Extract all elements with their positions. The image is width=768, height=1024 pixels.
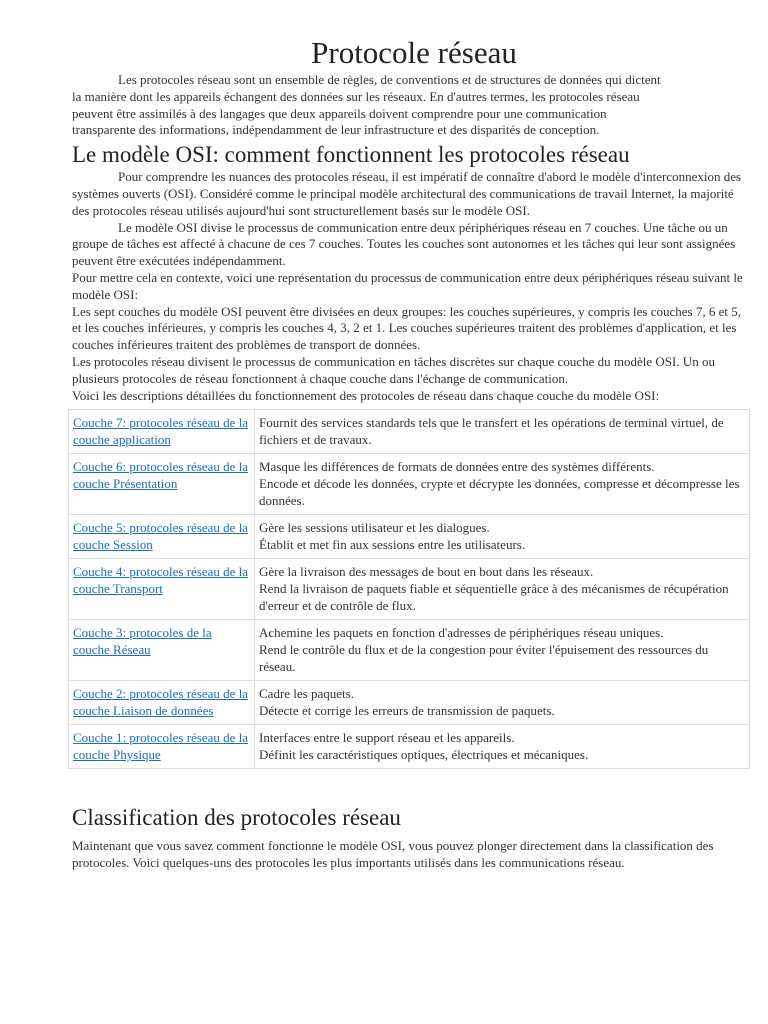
layer-link[interactable]: Couche 4: protocoles réseau de la couche Transport [73,564,249,597]
table-row [69,515,750,559]
layer-cell [69,454,255,515]
layer-link[interactable]: Couche 3: protocoles de la couche Réseau [73,625,212,658]
layer-description-cell [255,454,750,515]
table-row [69,681,750,725]
layer-description-cell [255,559,750,620]
layer-description-line: Détecte et corrige les erreurs de transmission de paquets. [259,703,555,719]
osi-paragraph-2: Le modèle OSI divise le processus de communication entre deux périphériques réseau en 7 couches. Une tâche ou un groupe de tâches est affecté à chacune de ces 7 couches. Toutes les couches sont autonomes et les tâches qui leur sont assignées peuvent être exécutées indépendamment. [72,219,736,269]
classification-heading: Classification des protocoles réseau [72,805,401,831]
intro-paragraph: Les protocoles réseau sont un ensemble de règles, de conventions et de structures de données qui dictent la manière dont les appareils échangent des données sur les réseaux. En d'autres termes, les protocoles réseau peuvent être assimilés à des langages que deux appareils doivent comprendre pour une communication transparente des informations, indépendamment de leur infrastructure et des disparités de conception. [72,72,661,138]
layer-cell [69,681,255,725]
layer-description-line: Établit et met fin aux sessions entre les utilisateurs. [259,537,526,553]
layer-description-cell [255,515,750,559]
table-row [69,620,750,681]
osi-paragraph-4: Les sept couches du modèle OSI peuvent être divisées en deux groupes: les couches supérieures, y compris les couches 7, 6 et 5, et les couches inférieures, y compris les couches 4, 3, 2 et 1. Les couches supérieures traitent des problèmes d'application, et les couches inférieures traitent des problèmes de transport de données. [72,303,741,353]
layer-description-line: Interfaces entre le support réseau et les appareils. [259,730,515,746]
table-row [69,410,750,454]
layer-cell [69,620,255,681]
layer-cell [69,725,255,769]
osi-paragraph-6: Voici les descriptions détaillées du fonctionnement des protocoles de réseau dans chaque couche du modèle OSI: [72,387,660,403]
layer-cell [69,559,255,620]
osi-section-heading: Le modèle OSI: comment fonctionnent les protocoles réseau [72,142,630,168]
layer-description-cell [255,681,750,725]
table-row [69,559,750,620]
layer-cell [69,515,255,559]
layer-description-line: Cadre les paquets. [259,686,354,702]
table-row [69,454,750,515]
layer-description-line: Gère les sessions utilisateur et les dialogues. [259,520,490,536]
classification-paragraph: Maintenant que vous savez comment fonctionne le modèle OSI, vous pouvez plonger directement dans la classification des protocoles. Voici quelques-uns des protocoles les plus importants utilisés dans les communications réseau. [72,838,714,871]
osi-paragraph-3: Pour mettre cela en contexte, voici une représentation du processus de communication entre deux périphériques réseau suivant le modèle OSI: [72,269,743,302]
table-row [69,725,750,769]
document-page [72,34,752,872]
layer-link[interactable]: Couche 7: protocoles réseau de la couche application [73,415,249,448]
layer-link[interactable]: Couche 5: protocoles réseau de la couche Session [73,520,249,553]
layer-description-line: Encode et décode les données, crypte et décrypte les données, compresse et décompresse les données. [259,476,740,509]
layer-link[interactable]: Couche 6: protocoles réseau de la couche Présentation [73,459,249,492]
osi-paragraph-1: Pour comprendre les nuances des protocoles réseau, il est impératif de connaître d'abord le modèle d'interconnexion des systèmes ouverts (OSI). Considéré comme le principal modèle architectural des communications de travail Internet, la majorité des protocoles réseau utilisés aujourd'hui sont structurellement basés sur le modèle OSI. [72,169,742,218]
layer-link[interactable]: Couche 1: protocoles réseau de la couche Physique [73,730,249,763]
layer-description-cell [255,410,750,454]
layer-description-cell [255,620,750,681]
layer-cell [69,410,255,454]
layer-description-line: Achemine les paquets en fonction d'adresses de périphériques réseau uniques. [259,625,664,641]
osi-paragraph-5: Les protocoles réseau divisent le processus de communication en tâches discrètes sur chaque couche du modèle OSI. Un ou plusieurs protocoles de réseau fonctionnent à chaque couche dans l'échange de communication. [72,353,715,386]
layer-description-line: Gère la livraison des messages de bout en bout dans les réseaux. [259,564,594,580]
layer-description-line: Rend le contrôle du flux et de la congestion pour éviter l'épuisement des ressources du réseau. [259,642,709,675]
page-title: Protocole réseau [311,35,517,70]
layer-link[interactable]: Couche 2: protocoles réseau de la couche Liaison de données [73,686,249,719]
osi-layers-table [68,409,750,769]
layer-description-cell [255,725,750,769]
layer-description-line: Masque les différences de formats de données entre des systèmes différents. [259,459,655,475]
layer-description-line: Fournit des services standards tels que le transfert et les opérations de terminal virtuel, de fichiers et de travaux. [259,415,724,448]
layer-description-line: Rend la livraison de paquets fiable et séquentielle grâce à des mécanismes de récupération d'erreur et de contrôle de flux. [259,581,729,614]
layer-description-line: Définit les caractéristiques optiques, électriques et mécaniques. [259,747,589,763]
